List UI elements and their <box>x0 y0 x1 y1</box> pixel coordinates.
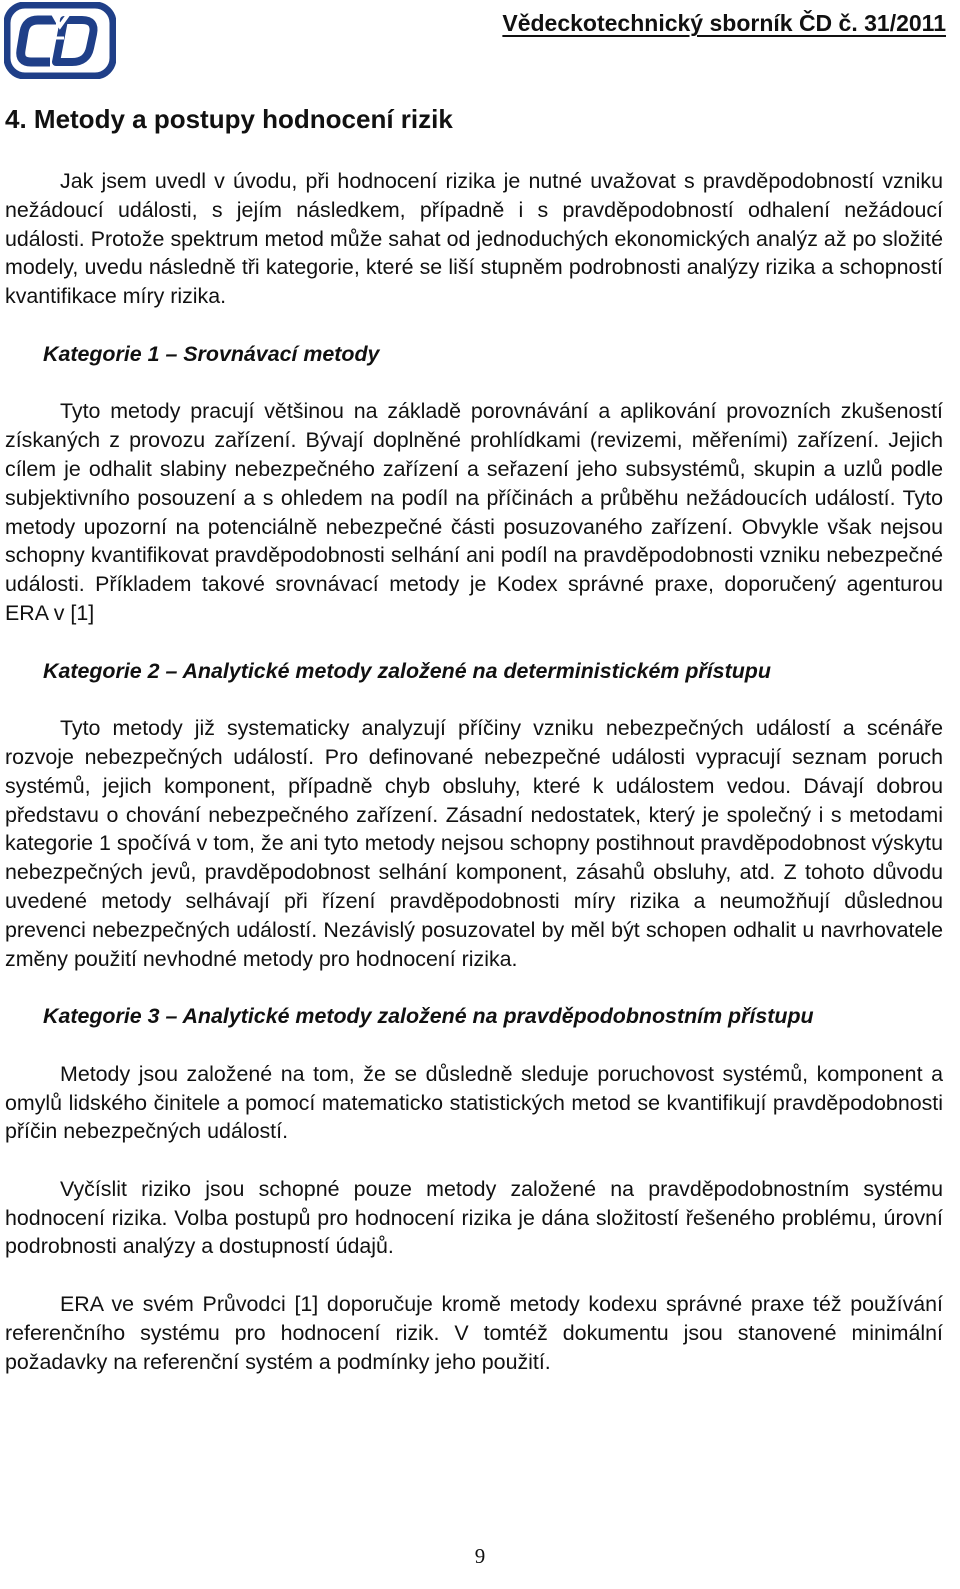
cd-logo-icon <box>4 2 116 79</box>
article-body <box>5 167 943 1376</box>
intro-paragraph: Jak jsem uvedl v úvodu, při hodnocení rizika je nutné uvažovat s pravděpodobností vzniku nežádoucí události, s jejím následkem, případně i s pravděpodobností odhalení nežádoucí události. Protože spektrum metod může sahat od jednoduchých ekonomických analýz až po složité modely, uvedu následně tři kategorie, které se liší stupněm podrobnosti analýzy rizika a schopností kvantifikace míry rizika. <box>5 169 943 309</box>
page-number: 9 <box>474 1544 486 1568</box>
category-1-heading: Kategorie 1 – Srovnávací metody <box>43 341 380 366</box>
category-3-paragraph: Metody jsou založené na tom, že se důsledně sleduje poruchovost systémů, komponent a omylů lidského činitele a pomocí matematicko statistických metod se kvantifikují pravděpodobnosti příčin nebezpečných událostí. <box>5 1061 943 1144</box>
era-paragraph: ERA ve svém Průvodci [1] doporučuje kromě metody kodexu správné praxe též používání referenčního systému pro hodnocení rizik. V tomtéž dokumentu jsou stanovené minimální požadavky na referenční systém a podmínky jeho použití. <box>5 1292 943 1374</box>
section-heading: 4. Metody a postupy hodnocení rizik <box>5 104 453 134</box>
quantify-paragraph: Vyčíslit riziko jsou schopné pouze metody založené na pravděpodobnostním systému hodnocení rizika. Volba postupů pro hodnocení rizika je dána složitostí řešeného problému, úrovní podrobnosti analýzy a dostupností údajů. <box>5 1176 943 1259</box>
category-1-paragraph: Tyto metody pracují většinou na základě porovnávání a aplikování provozních zkušeností získaných z provozu zařízení. Bývají doplněné prohlídkami (revizemi, měřeními) zařízení. Jejich cílem je odhalit slabiny nebezpečného zařízení a seřazení jeho subsystémů, skupin a uzlů podle subjektivního posouzení a s ohledem na podíl na příčinách a průběhu nežádoucích událostí. Tyto metody upozorní na potenciálně nebezpečné části posuzovaného zařízení. Obvykle však nejsou schopny kvantifikovat pravděpodobnosti selhání ani podíl na pravděpodobnosti vzniku nebezpečné události. Příkladem takové srovnávací metody je Kodex správné praxe, doporučený agenturou ERA v [1] <box>5 399 943 625</box>
category-2-heading: Kategorie 2 – Analytické metody založené na deterministickém přístupu <box>43 658 771 683</box>
category-2-paragraph: Tyto metody již systematicky analyzují příčiny vzniku nebezpečných událostí a scénáře rozvoje nebezpečných událostí. Pro definované nebezpečné události vypracují seznam poruch systémů, jejich komponent, případně chyb obsluhy, které k událostem vedou. Dávají dobrou představu o chování nebezpečného zařízení. Zásadní nedostatek, který je společný i s metodami kategorie 1 spočívá v tom, že ani tyto metody nejsou schopny postihnout pravděpodobnost výskytu nebezpečných jevů, pravděpodobnost selhání komponent, zásahů obsluhy, atd. Z tohoto důvodu uvedené metody selhávají při řízení pravděpodobnosti míry rizika a neumožňují důslednou prevenci nebezpečných událostí. Nezávislý posuzovatel by měl být schopen odhalit u navrhovatele změny použití nevhodné metody pro hodnocení rizika. <box>5 716 943 971</box>
category-3-heading: Kategorie 3 – Analytické metody založené na pravděpodobnostním přístupu <box>43 1004 814 1029</box>
journal-title: Vědeckotechnický sborník ČD č. 31/2011 <box>502 10 946 36</box>
